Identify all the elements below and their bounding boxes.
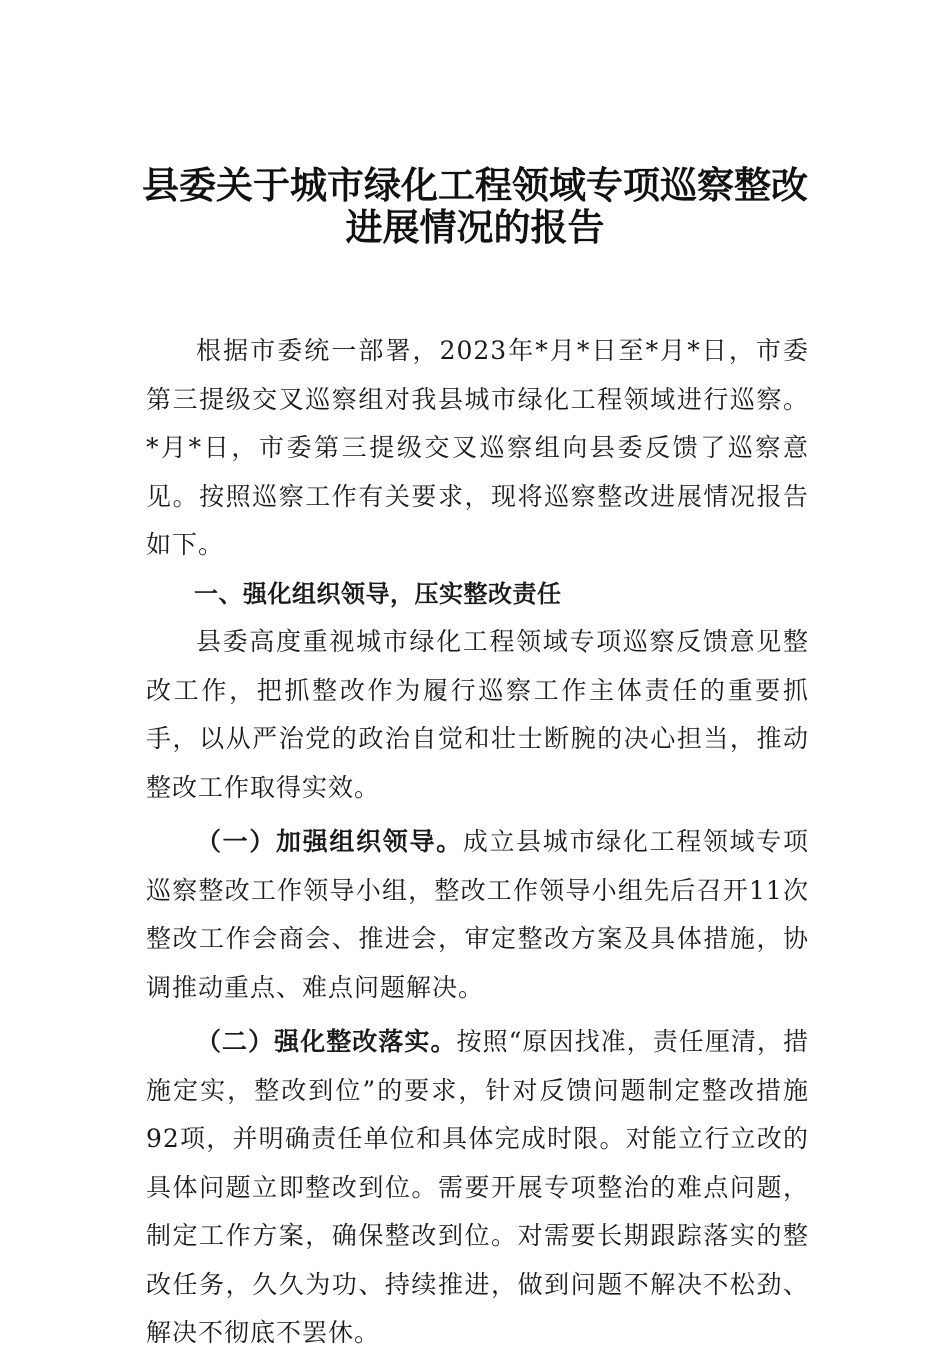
item-2-paragraph [146,1018,809,1358]
document-title-line-2: 进展情况的报告 [345,205,605,249]
section-1-paragraph: 县委高度重视城市绿化工程领域专项巡察反馈意见整改工作，把抓整改作为履行巡察工作主体责任的重要抓手，以从严治党的政治自觉和壮士断腕的决心担当，推动整改工作取得实效。 [146,627,809,802]
item-1-lead: （一）加强组织领导。 [196,827,463,856]
item-2-lead: （二）强化整改落实。 [196,1027,457,1056]
document-body [146,327,809,1358]
item-1-paragraph [146,818,809,1012]
section-1-heading: 一、强化组织领导，压实整改责任 [194,579,562,608]
item-2-body: 按照“原因找准，责任厘清，措施定实，整改到位”的要求，针对反馈问题制定整改措施92项，并明确责任单位和具体完成时限。对能立行立改的具体问题立即整改到位。需要开展专项整治的难点问题，制定工作方案，确保整改到位。对需要长期跟踪落实的整改任务，久久为功、持续推进，做到问题不解决不松劲、解决不彻底不罢休。 [146,1027,809,1347]
item-1-body: 成立县城市绿化工程领域专项巡察整改工作领导小组，整改工作领导小组先后召开11次整改工作会商会、推进会，审定整改方案及具体措施，协调推动重点、难点问题解决。 [146,827,809,1002]
intro-paragraph: 根据市委统一部署，2023年*月*日至*月*日，市委第三提级交叉巡察组对我县城市绿化工程领域进行巡察。*月*日，市委第三提级交叉巡察组向县委反馈了巡察意见。按照巡察工作有关要求，现将巡察整改进展情况报告如下。 [146,336,809,559]
document-title-line-1: 县委关于城市绿化工程领域专项巡察整改 [142,163,808,207]
